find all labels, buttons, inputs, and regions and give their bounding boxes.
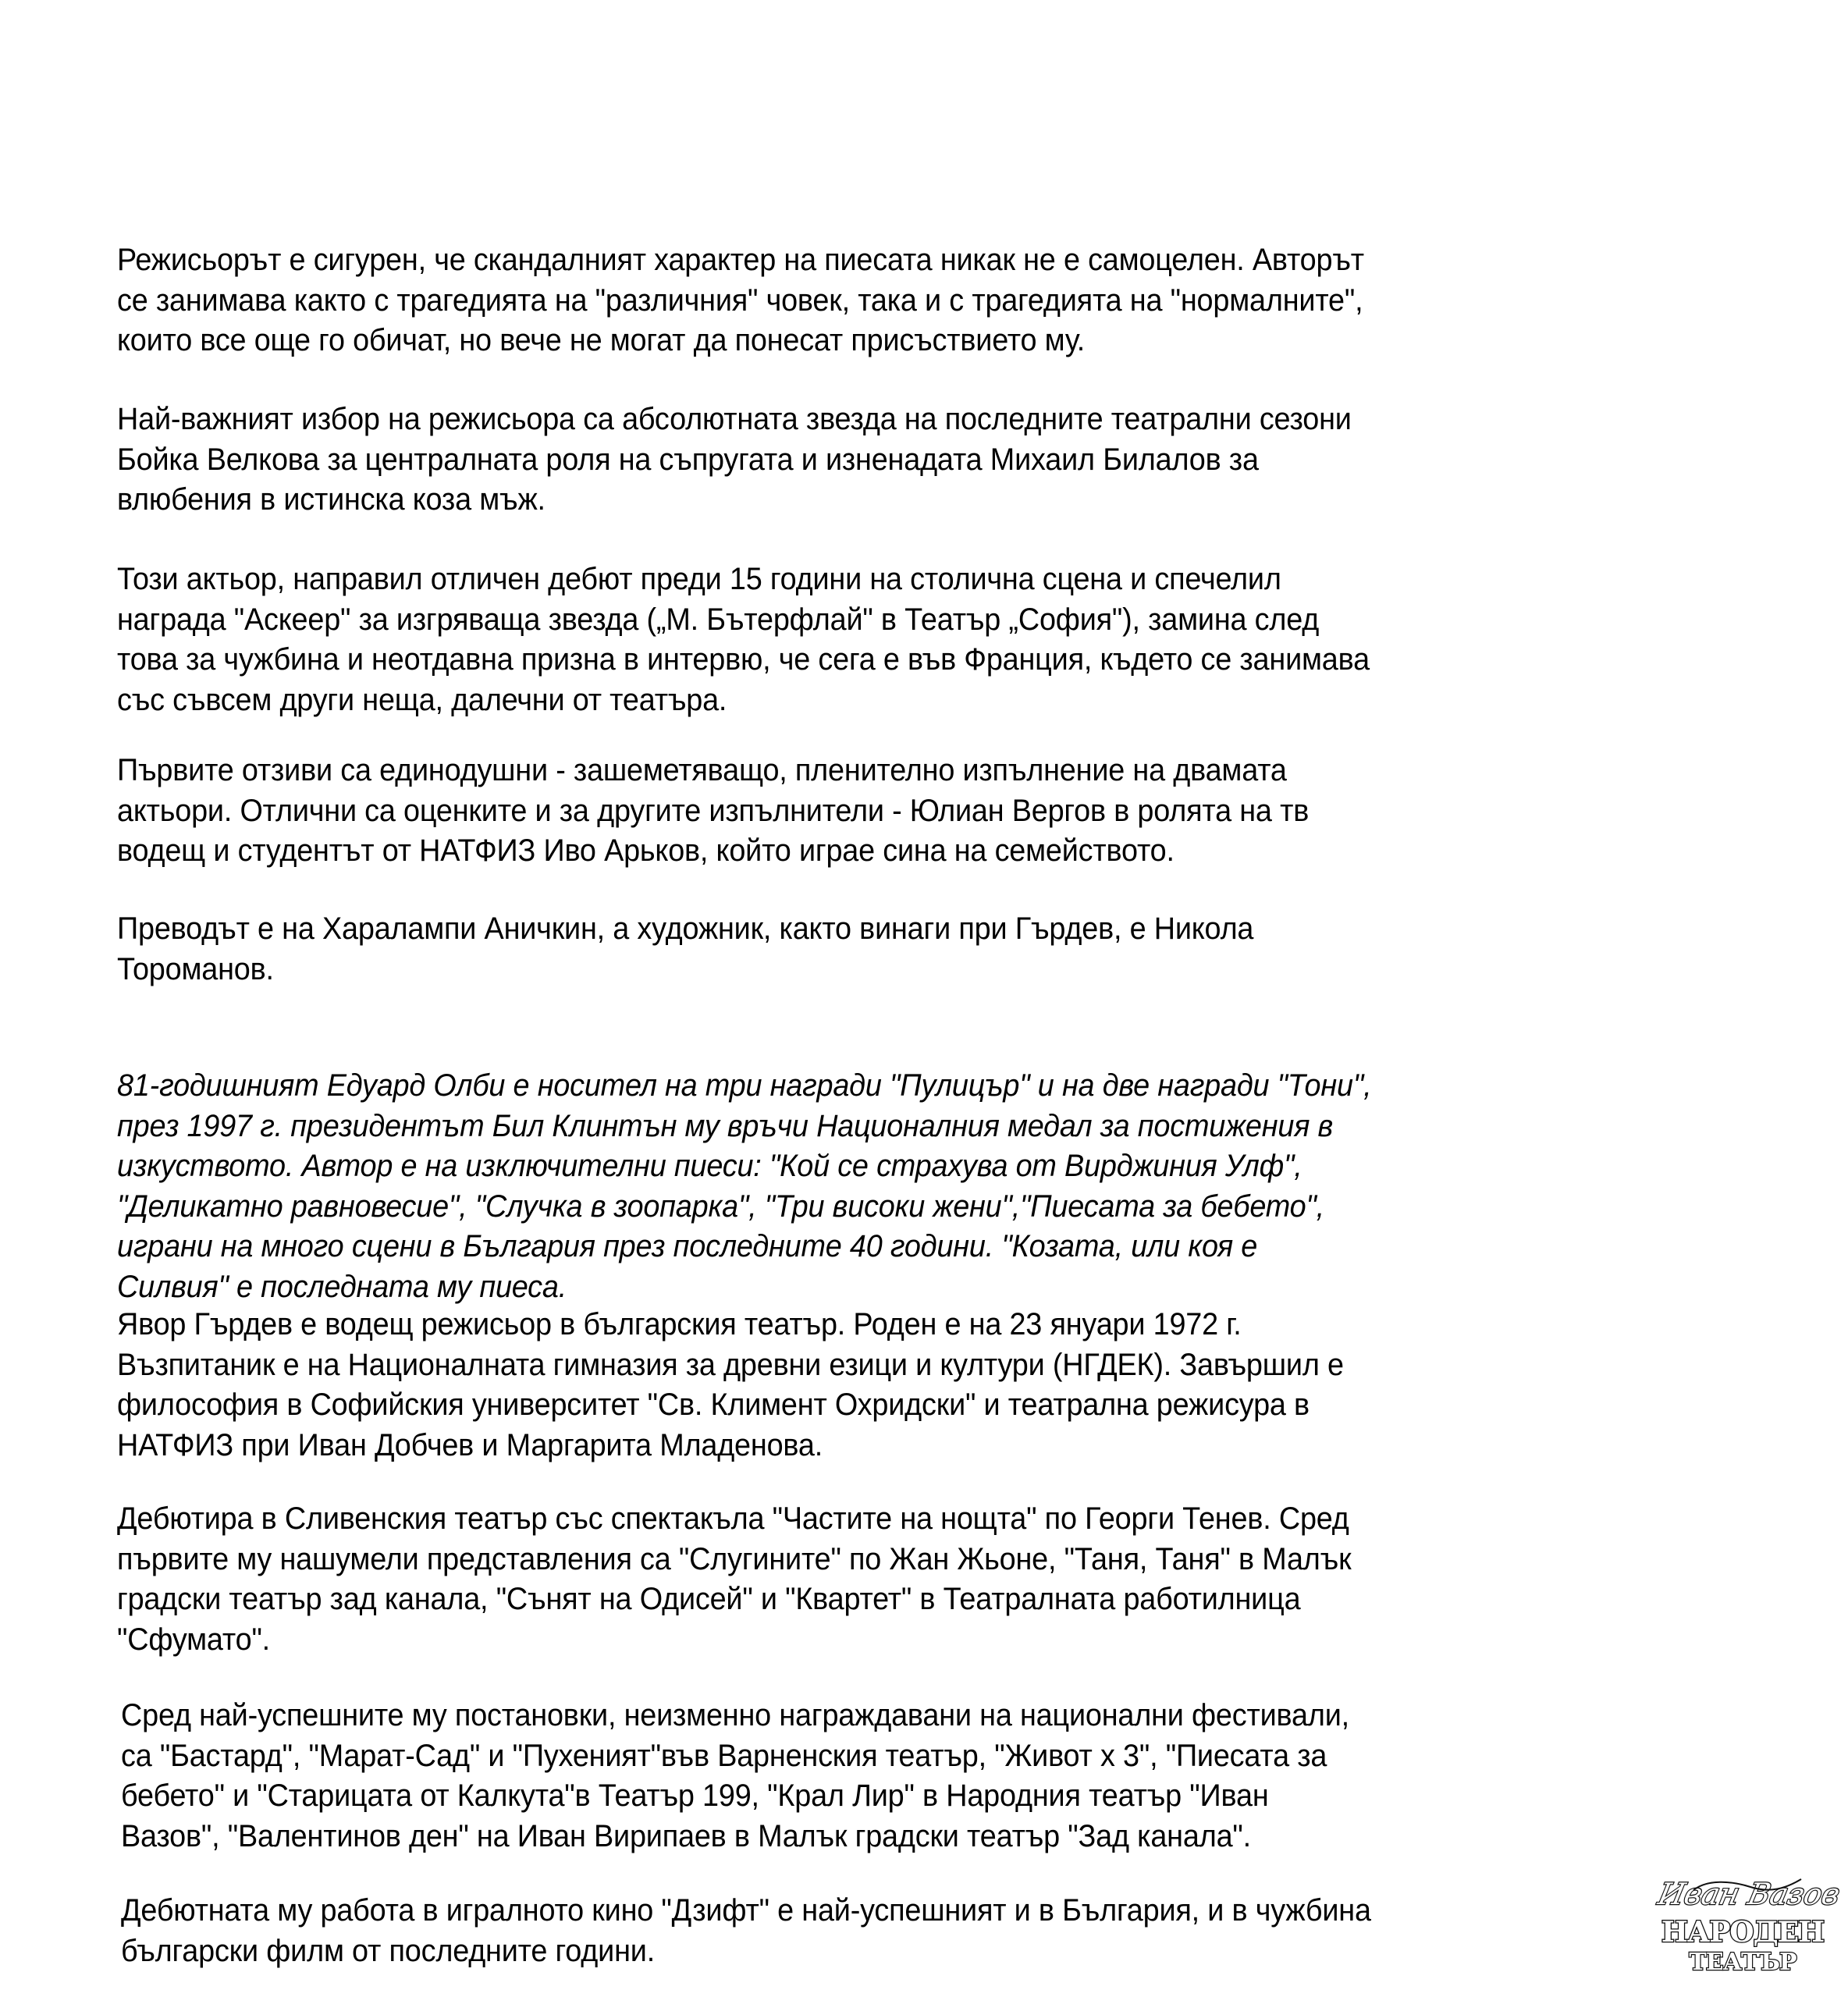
text-line: със съвсем други неща, далечни от театъра. (117, 682, 727, 717)
text-line: водещ и студентът от НАТФИЗ Иво Арьков, който играе сина на семейството. (117, 833, 1175, 868)
text-line: награда "Аскеер" за изгряваща звезда („М. Бътерфлай" в Театър „София"), замина след (117, 602, 1320, 637)
text-line: играни на много сцени в България през последните 40 години. "Козата, или коя е (117, 1229, 1258, 1263)
text-line: НАТФИЗ при Иван Добчев и Маргарита Младенова. (117, 1427, 823, 1462)
text-line: това за чужбина и неотдавна призна в интервю, че сега е във Франция, където се занимава (117, 642, 1370, 677)
logo-line1: НАРОДЕН (1661, 1916, 1825, 1949)
text-line: Първите отзиви са единодушни - зашеметяващо, пленително изпълнение на двамата (117, 753, 1287, 787)
text-line: Най-важният избор на режисьора са абсолютната звезда на последните театрални сезони (117, 402, 1352, 436)
logo-line2: ТЕАТЪР (1689, 1949, 1796, 1976)
text-line: Преводът е на Харалампи Аничкин, а художник, както винаги при Гърдев, е Никола (117, 911, 1254, 946)
logo-graphic (1654, 1873, 1843, 1982)
text-line: Явор Гърдев е водещ режисьор в българския театър. Роден е на 23 януари 1972 г. (117, 1307, 1242, 1341)
text-line: през 1997 г. президентът Бил Клинтън му връчи Националния медал за постижения в (117, 1108, 1334, 1143)
text-line: първите му нашумели представления са "Слугините" по Жан Жьоне, "Таня, Таня" в Малък (117, 1541, 1352, 1576)
text-line: 81-годишният Едуард Олби е носител на три награди "Пулицър" и на две награди "Тони", (117, 1068, 1372, 1103)
text-line: Тороманов. (117, 951, 274, 986)
text-line: Силвия" е последната му пиеса. (117, 1269, 567, 1304)
text-line: Бойка Велкова за централната роля на съпругата и изненадата Михаил Билалов за (117, 442, 1259, 477)
paragraph-6-italic (117, 1066, 1371, 1307)
paragraph-10 (121, 1891, 1371, 1971)
text-line: бебето" и "Старицата от Калкута"в Театър 199, "Крал Лир" в Народния театър "Иван (121, 1778, 1269, 1813)
text-line: които все още го обичат, но вече не могат да понесат присъствието му. (117, 323, 1086, 357)
text-line: Сред най-успешните му постановки, неизменно награждавани на национални фестивали, (121, 1698, 1349, 1732)
paragraph-5 (117, 909, 1253, 990)
text-line: са "Бастард", "Марат-Сад" и "Пухеният"във Варненския театър, "Живот х 3", "Пиесата за (121, 1738, 1327, 1773)
text-line: Вазов", "Валентинов ден" на Иван Вирипаев в Малък градски театър "Зад канала". (121, 1818, 1251, 1853)
text-line: "Деликатно равновесие", "Случка в зоопарка", "Три високи жени","Пиесата за бебето", (117, 1189, 1325, 1224)
text-line: български филм от последните години. (121, 1933, 656, 1968)
paragraph-4 (117, 751, 1309, 872)
text-line: Режисьорът е сигурен, че скандалният характер на пиесата никак не е самоцелен. Авторът (117, 243, 1364, 277)
text-line: Този актьор, направил отличен дебют преди 15 години на столична сцена и спечелил (117, 562, 1281, 596)
text-line: Възпитаник е на Националната гимназия за древни езици и култури (НГДЕК). Завършил е (117, 1347, 1344, 1382)
text-line: философия в Софийския университет "Св. Климент Охридски" и театрална режисура в (117, 1388, 1310, 1422)
text-line: изкуството. Автор е на изключителни пиеси: "Кой се страхува от Вирджиния Улф", (117, 1149, 1302, 1183)
paragraph-7 (117, 1305, 1344, 1466)
text-line: Дебютира в Сливенския театър със спектакъла "Частите на нощта" по Георги Тенев. Сред (117, 1501, 1349, 1536)
national-theatre-logo-icon (1654, 1873, 1843, 1982)
text-line: актьори. Отлични са оценките и за другите изпълнители - Юлиан Вергов в ролята на тв (117, 793, 1310, 828)
paragraph-8 (117, 1499, 1351, 1660)
paragraph-3 (117, 560, 1370, 720)
text-line: влюбения в истинска коза мъж. (117, 482, 546, 517)
text-line: се занимава както с трагедията на "различния" човек, така и с трагедията на "нормалните", (117, 282, 1363, 318)
text-line: "Сфумато". (117, 1622, 270, 1657)
text-line: градски театър зад канала, "Сънят на Одисей" и "Квартет" в Театралната работилница (117, 1582, 1301, 1616)
logo-script: Иван Вазов (1654, 1877, 1843, 1912)
paragraph-2 (117, 400, 1352, 521)
paragraph-9 (121, 1696, 1349, 1857)
paragraph-1 (117, 240, 1364, 361)
text-line: Дебютната му работа в игралното кино "Дзифт" е най-успешният и в България, и в чужбина (121, 1893, 1371, 1928)
